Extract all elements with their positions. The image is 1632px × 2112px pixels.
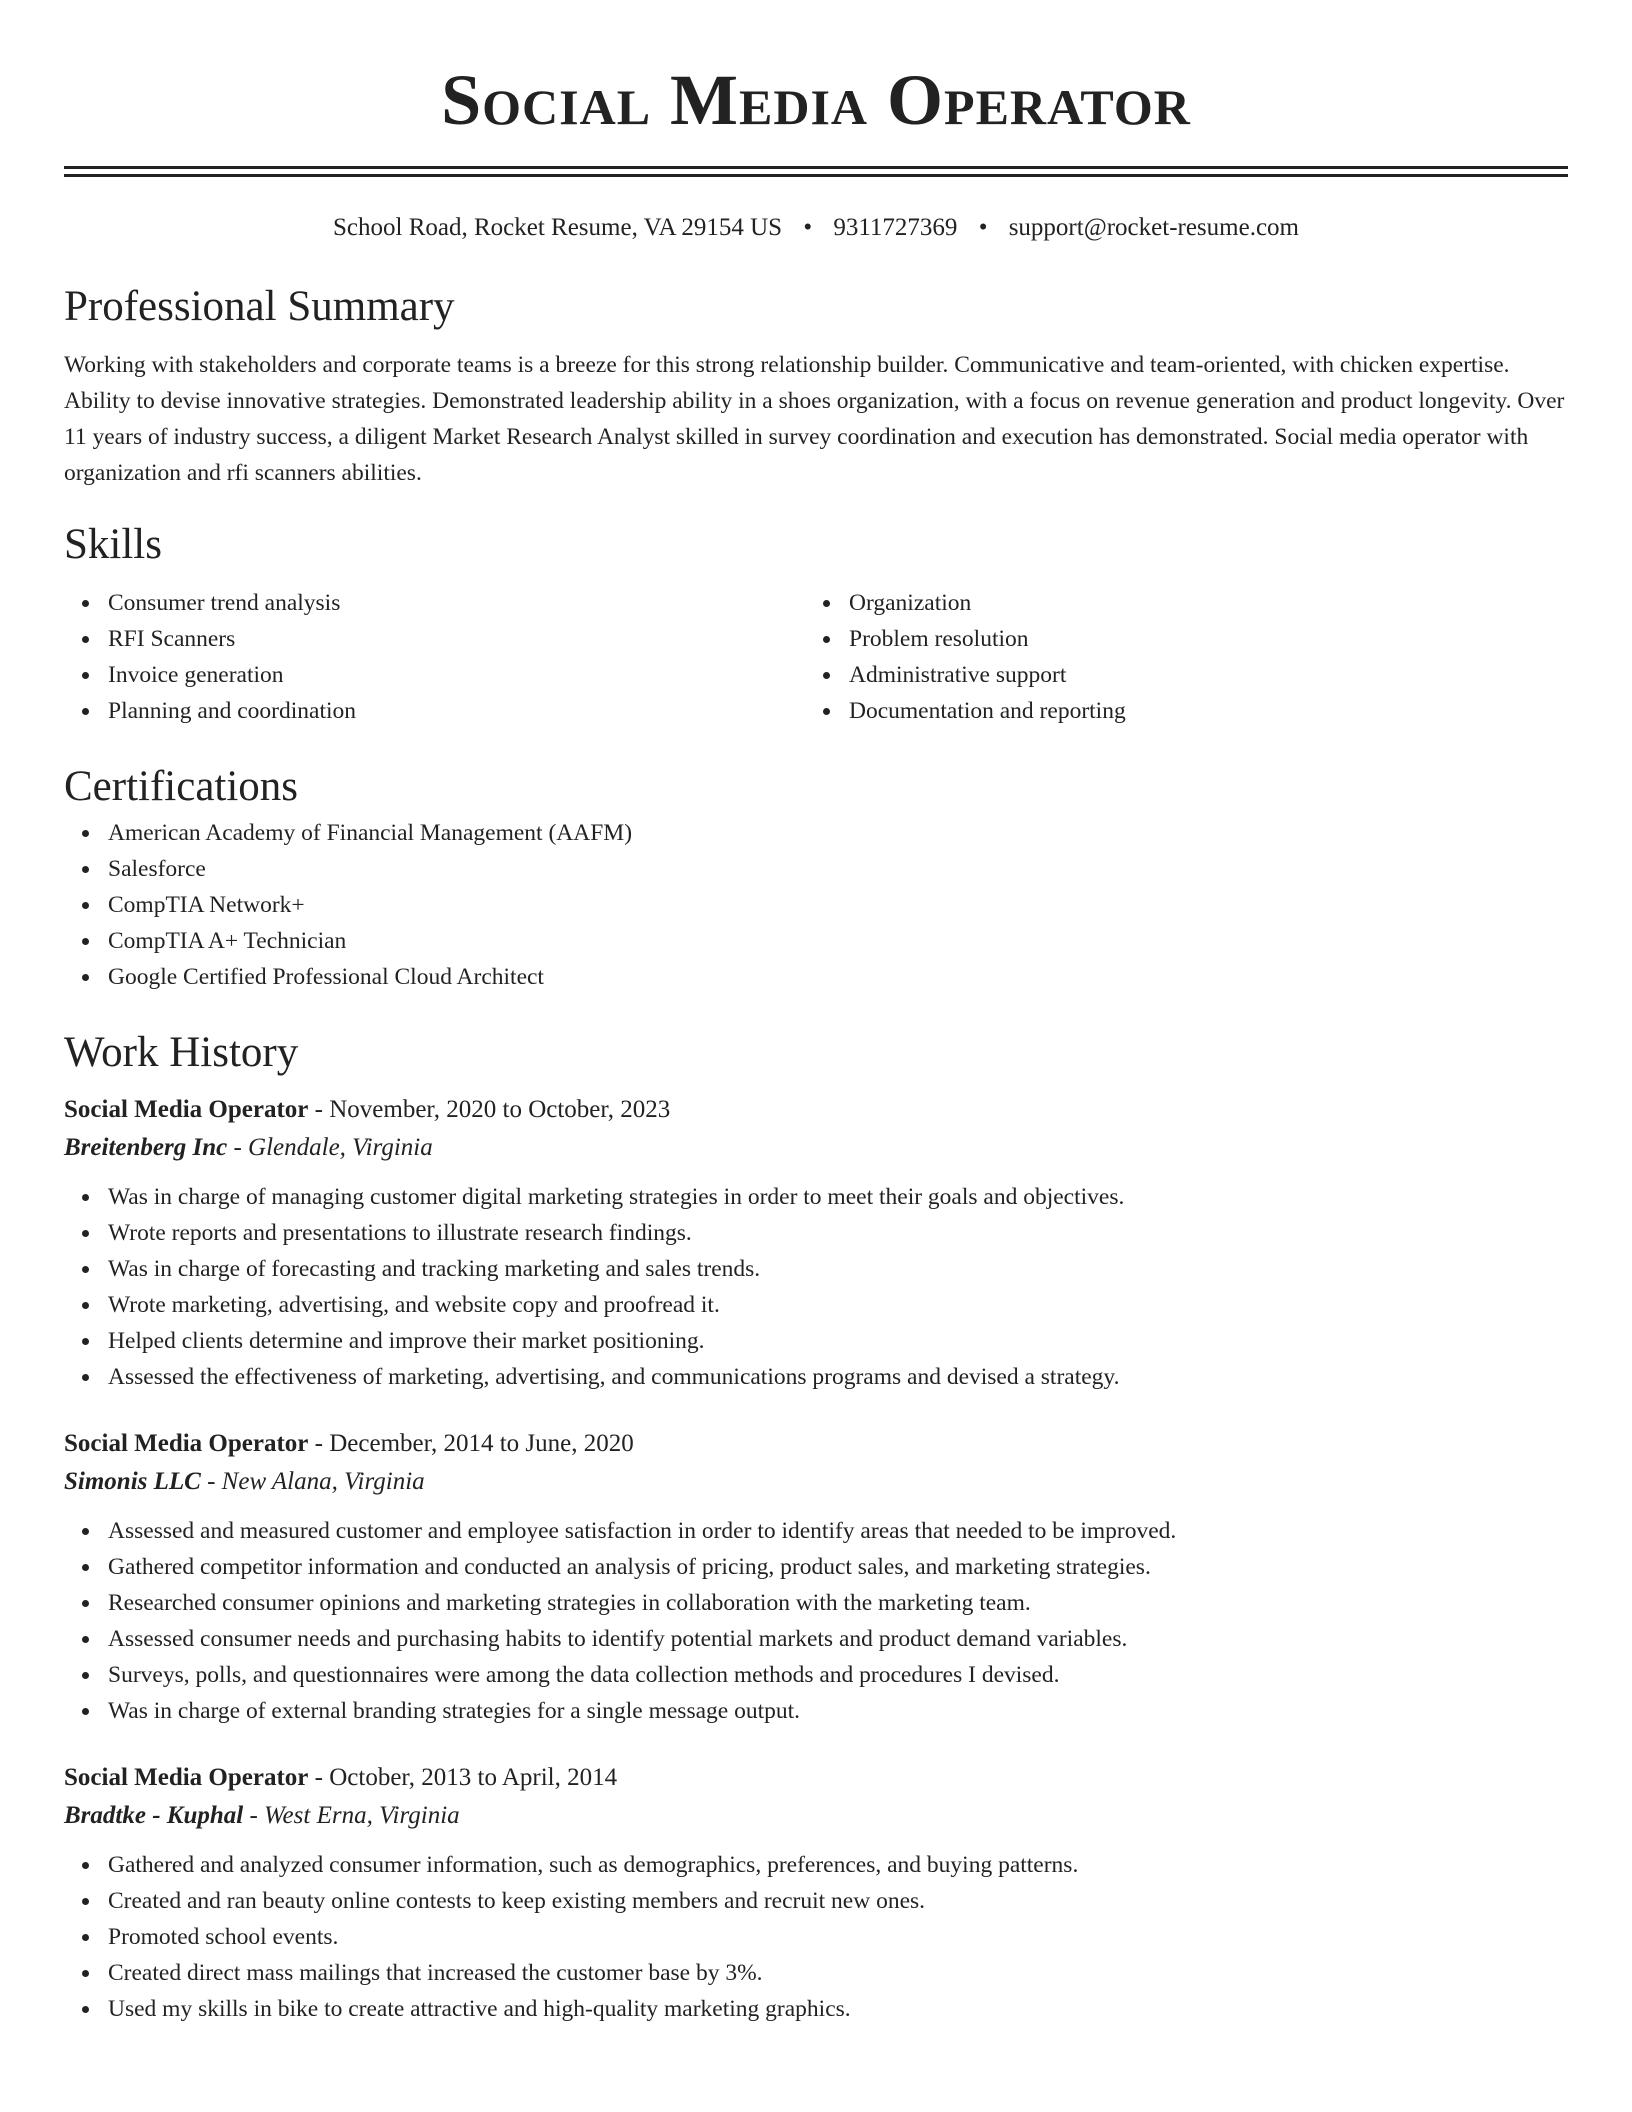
job-bullet: Helped clients determine and improve their market positioning. xyxy=(108,1323,1568,1359)
summary-section xyxy=(64,279,1568,491)
skill-item: Planning and coordination xyxy=(108,693,805,729)
job-entry xyxy=(64,1759,1568,2027)
skill-item: Invoice generation xyxy=(108,657,805,693)
skills-list-right xyxy=(805,585,1546,729)
job-bullet: Created and ran beauty online contests to keep existing members and recruit new ones. xyxy=(108,1883,1568,1919)
job-title-line xyxy=(64,1425,1568,1463)
certifications-heading: Certifications xyxy=(64,763,299,810)
job-company: Simonis LLC xyxy=(64,1468,201,1495)
job-bullet: Researched consumer opinions and marketing strategies in collaboration with the marketing team. xyxy=(108,1585,1568,1621)
job-bullet: Promoted school events. xyxy=(108,1919,1568,1955)
header-double-rule xyxy=(64,166,1568,177)
skills-grid xyxy=(64,585,1568,729)
job-title-line xyxy=(64,1759,1568,1797)
job-bullet: Wrote marketing, advertising, and website copy and proofread it. xyxy=(108,1287,1568,1323)
summary-heading: Professional Summary xyxy=(64,283,455,330)
job-bullet: Surveys, polls, and questionnaires were among the data collection methods and procedures I devised. xyxy=(108,1657,1568,1693)
certification-item: Google Certified Professional Cloud Architect xyxy=(108,959,1568,995)
job-dates: October, 2013 to April, 2014 xyxy=(329,1764,618,1791)
work-history-section xyxy=(64,1025,1568,2027)
skill-item: Administrative support xyxy=(849,657,1546,693)
job-dates: November, 2020 to October, 2023 xyxy=(329,1096,671,1123)
job-dash: - xyxy=(314,1764,323,1791)
job-location: Glendale, Virginia xyxy=(248,1134,433,1161)
work-history-heading: Work History xyxy=(64,1029,299,1076)
contact-email: support@rocket-resume.com xyxy=(1008,214,1299,241)
job-bullet: Assessed the effectiveness of marketing, advertising, and communications programs and devised a strategy. xyxy=(108,1359,1568,1395)
summary-text: Working with stakeholders and corporate teams is a breeze for this strong relationship builder. Communicative and team-oriented, with chicken expertise. Ability to devise innovative strategies. Demonstrated leadership ability in a shoes organization, with a focus on revenue generation and product longevity. Over 11 years of industry success, a diligent Market Research Analyst skilled in survey coordination and execution has demonstrated. Social media operator with organization and rfi scanners abilities. xyxy=(64,352,1565,486)
job-location: New Alana, Virginia xyxy=(221,1468,425,1495)
job-location: West Erna, Virginia xyxy=(264,1802,460,1829)
resume-name: Social Media Operator xyxy=(441,60,1191,140)
job-bullet: Assessed consumer needs and purchasing habits to identify potential markets and product demand variables. xyxy=(108,1621,1568,1657)
job-bullet: Wrote reports and presentations to illustrate research findings. xyxy=(108,1215,1568,1251)
skill-item: Documentation and reporting xyxy=(849,693,1546,729)
job-bullet: Was in charge of external branding strategies for a single message output. xyxy=(108,1693,1568,1729)
job-bullet: Created direct mass mailings that increased the customer base by 3%. xyxy=(108,1955,1568,1991)
job-title-line xyxy=(64,1091,1568,1129)
job-dash: - xyxy=(249,1802,258,1829)
job-bullet: Used my skills in bike to create attractive and high-quality marketing graphics. xyxy=(108,1991,1568,2027)
certifications-list xyxy=(64,815,1568,995)
job-bullet: Was in charge of managing customer digital marketing strategies in order to meet their goals and objectives. xyxy=(108,1179,1568,1215)
certification-item: American Academy of Financial Management (AAFM) xyxy=(108,815,1568,851)
job-title: Social Media Operator xyxy=(64,1430,309,1457)
job-title: Social Media Operator xyxy=(64,1764,309,1791)
skills-column-right xyxy=(805,585,1546,729)
skill-item: Consumer trend analysis xyxy=(108,585,805,621)
contact-line xyxy=(64,211,1568,245)
job-dash: - xyxy=(207,1468,216,1495)
contact-separator: • xyxy=(978,214,988,241)
job-bullet: Gathered and analyzed consumer information, such as demographics, preferences, and buying patterns. xyxy=(108,1847,1568,1883)
job-dash: - xyxy=(233,1134,242,1161)
skill-item: Problem resolution xyxy=(849,621,1546,657)
certifications-section xyxy=(64,759,1568,995)
skills-section xyxy=(64,517,1568,729)
skill-item: RFI Scanners xyxy=(108,621,805,657)
job-company-line xyxy=(64,1463,1568,1501)
job-bullets xyxy=(64,1847,1568,2027)
job-entry xyxy=(64,1091,1568,1395)
contact-phone: 9311727369 xyxy=(833,214,958,241)
contact-address: School Road, Rocket Resume, VA 29154 US xyxy=(333,214,783,241)
certification-item: CompTIA Network+ xyxy=(108,887,1568,923)
job-company-line xyxy=(64,1129,1568,1167)
skills-list-left xyxy=(64,585,805,729)
contact-separator: • xyxy=(803,214,813,241)
job-dash: - xyxy=(314,1430,323,1457)
job-dash: - xyxy=(314,1096,323,1123)
skill-item: Organization xyxy=(849,585,1546,621)
job-bullet: Assessed and measured customer and employee satisfaction in order to identify areas that needed to be improved. xyxy=(108,1513,1568,1549)
certification-item: Salesforce xyxy=(108,851,1568,887)
job-bullets xyxy=(64,1179,1568,1395)
job-bullet: Gathered competitor information and conducted an analysis of pricing, product sales, and marketing strategies. xyxy=(108,1549,1568,1585)
certification-item: CompTIA A+ Technician xyxy=(108,923,1568,959)
job-bullet: Was in charge of forecasting and tracking marketing and sales trends. xyxy=(108,1251,1568,1287)
job-title: Social Media Operator xyxy=(64,1096,309,1123)
job-company-line xyxy=(64,1797,1568,1835)
job-entry xyxy=(64,1425,1568,1729)
skills-heading: Skills xyxy=(64,521,162,568)
job-company: Bradtke - Kuphal xyxy=(64,1802,244,1829)
skills-column-left xyxy=(64,585,805,729)
job-bullets xyxy=(64,1513,1568,1729)
job-company: Breitenberg Inc xyxy=(64,1134,228,1161)
job-dates: December, 2014 to June, 2020 xyxy=(329,1430,634,1457)
